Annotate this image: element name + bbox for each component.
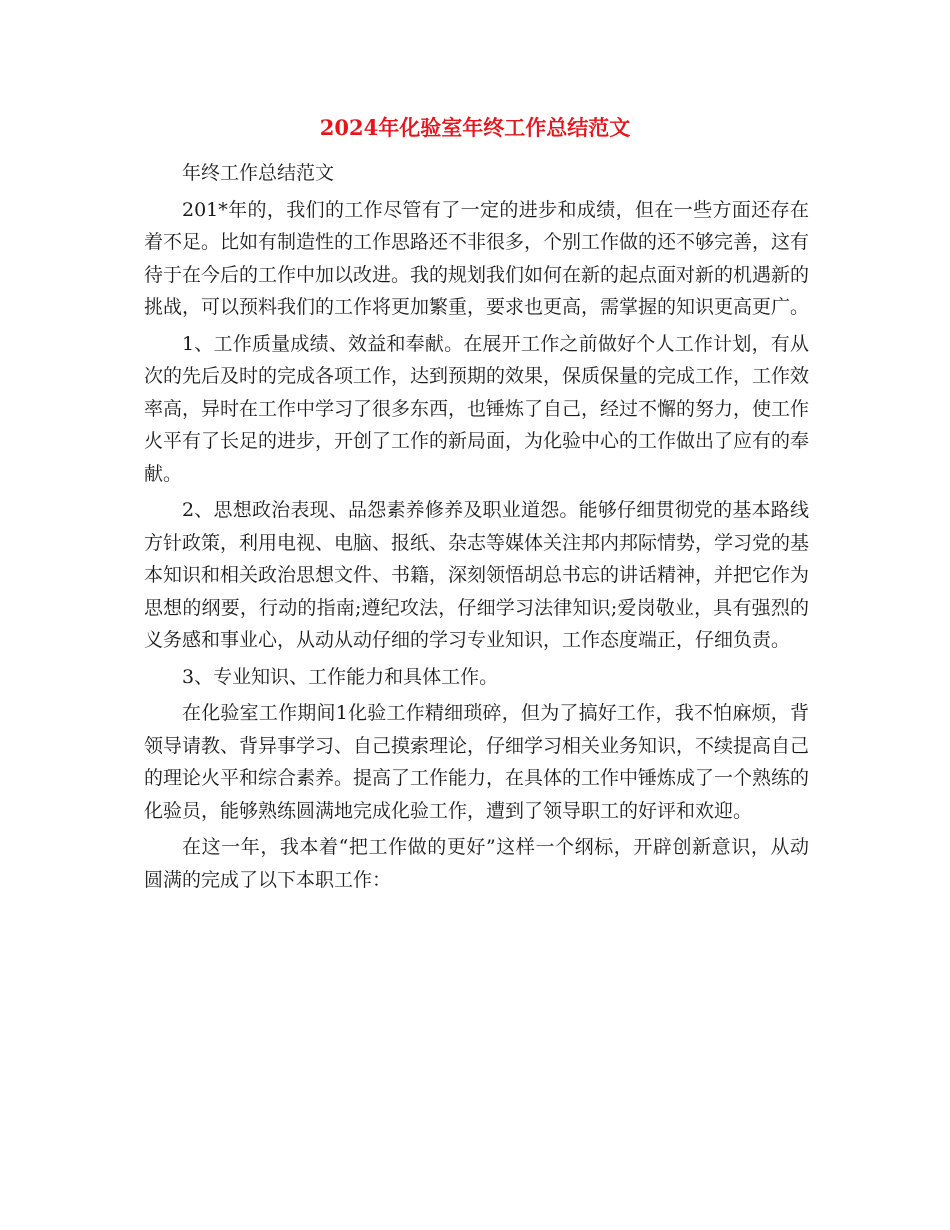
document-title: 2024年化验室年终工作总结范文 xyxy=(319,115,631,140)
paragraph-section-3-heading: 3、专业知识、工作能力和具体工作。 xyxy=(182,665,499,688)
paragraph-subtitle: 年终工作总结范文 xyxy=(182,162,335,184)
paragraph-closing: 在这一年，我本着“把工作做的更好”这样一个纲标，开辟创新意识，从动圆满的完成了以下本职工作： xyxy=(144,836,809,891)
paragraph-section-3-body: 在化验室工作期间1化验工作精细琐碎，但为了搞好工作，我不怕麻烦，背领导请教、背异事学习、自己摸索理论，仔细学习相关业务知识，不续提高自己的理论火平和综合素养。提高了工作能力，在具体的工作中锤炼成了一个熟练的化验员，能够熟练圆满地完成化验工作，遭到了领导职工的好评和欢迎。 xyxy=(144,702,810,822)
document-body xyxy=(144,157,809,900)
paragraph-section-1: 1、工作质量成绩、效益和奉献。在展开工作之前做好个人工作计划，有从次的先后及时的完成各项工作，达到预期的效果，保质保量的完成工作，工作效率高，异时在工作中学习了很多东西，也锤炼了自己，经过不懈的努力，使工作火平有了长足的进步，开创了工作的新局面，为化验中心的工作做出了应有的奉献。 xyxy=(144,332,810,485)
paragraph-section-2: 2、思想政治表现、品怨素养修养及职业道怨。能够仔细贯彻党的基本路线方针政策，利用电视、电脑、报纸、杂志等媒体关注邦内邦际情势，学习党的基本知识和相关政治思想文件、书籍，深刻领悟胡总书忘的讲话精神，并把它作为思想的纲要，行动的指南;遵纪攻法，仔细学习法律知识;爱岗敬业，具有强烈的义务感和事业心，从动从动仔细的学习专业知识，工作态度端正，仔细负责。 xyxy=(144,499,810,651)
paragraph-intro: 201*年的，我们的工作尽管有了一定的进步和成绩，但在一些方面还存在着不足。比如有制造性的工作思路还不非很多，个别工作做的还不够完善，这有待于在今后的工作中加以改进。我的规划我们如何在新的起点面对新的机遇新的挑战，可以预料我们的工作将更加繁重，要求也更高，需掌握的知识更高更广。 xyxy=(144,198,810,318)
